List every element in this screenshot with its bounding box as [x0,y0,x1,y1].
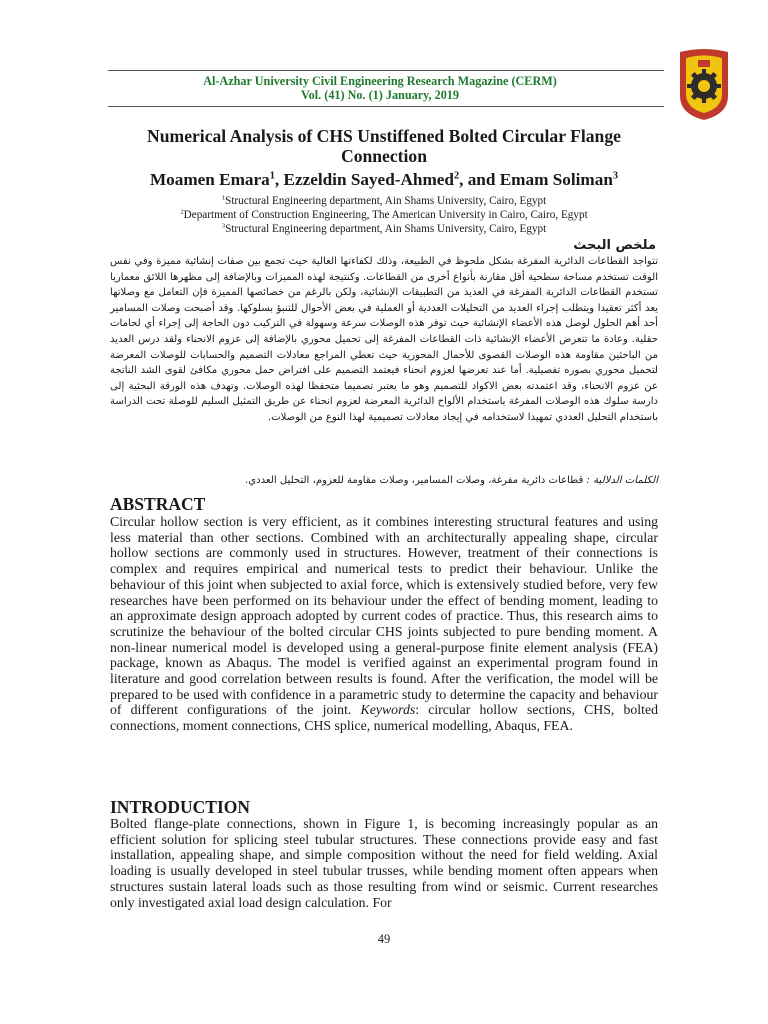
header-rule-top [108,70,664,71]
arabic-keywords-text: قطاعات دائرية مفرغة، وصلات المسامير، وصلات مقاومة للعزوم، التحليل العددي. [245,475,584,486]
affiliation-1 [100,195,668,208]
author-separator: , and [459,170,500,189]
affiliation-text: Department of Construction Engineering, The American University in Cairo, Cairo, Egypt [183,209,588,221]
al-azhar-engineering-logo-icon [676,46,732,122]
affiliation-2 [100,209,668,222]
affiliation-text: Structural Engineering department, Ain Shams University, Cairo, Egypt [225,223,547,235]
page-number: 49 [377,932,391,946]
author-name: Ezzeldin Sayed-Ahmed [283,170,454,189]
affiliation-sup: 3 [221,222,226,230]
author-separator: , [274,170,284,189]
author-name: Moamen Emara [149,170,270,189]
affiliation-3 [100,223,668,236]
introduction-body: Bolted flange-plate connections, shown in Figure 1, is becoming increasingly popular as an efficient solution for splicing steel tubular structures. These connections provide easy and fast installation, appealing shape, and simple composition without the need for field welding. Axial loading is usually developed in steel tubular trusses, while bending moment often appears when structures sustain lateral loads such as those resulting from wind or seismic. Current researches only investigated axial load design calculation. For [110,816,658,910]
abstract-heading: ABSTRACT [110,494,206,514]
journal-volume: Vol. (41) No. (1) January, 2019 [301,88,459,102]
abstract-body [110,514,658,734]
author-list [100,170,668,190]
affiliation-sup: 1 [221,194,226,202]
title-line-1: Numerical Analysis of CHS Unstiffened Bolted Circular Flange [147,126,621,146]
affiliation-sup: 2 [180,208,184,216]
affiliation-text: Structural Engineering department, Ain Shams University, Cairo, Egypt [225,195,547,207]
abstract-text: Circular hollow section is very efficient, as it combines interesting structural features and using less material than other sections. Combined with an architecturally appealing shape, circular hollow sections are commonly used in structures. However, treatment of their connections is complex and requires empirical and numerical tests to predict their behaviour. Unlike the behaviour of this joint when subjected to axial force, which is extensively studied before, very few researches have been performed on its behaviour under the effect of bending moment, leading to an approximate design approach adopted by current codes of practice. Thus, this research aims to scrutinize the behaviour of the bolted circular CHS joints subjected to pure bending moment. A non-linear numerical model is developed using a general-purpose finite element analysis (FEA) package, known as Abaqus. The model is verified against an experimental program found in literature and good correlation between results is found. After the verification, the model will be prepared to be used with confidence in a parametric study to determine the capacity and behaviour of different configurations of the joint. [110,514,658,718]
arabic-abstract-heading: ملخص البحث [573,238,656,253]
journal-name: Al-Azhar University Civil Engineering Research Magazine (CERM) [203,74,557,88]
header-rule-bottom [108,106,664,107]
arabic-keywords-label: الكلمات الدلالية : [586,475,658,486]
arabic-abstract-body: تتواجد القطاعات الدائرية المفرغة بشكل ملحوظ في الطبيعة، وذلك لكفاءتها العالية حيث تجمع بين صفات إنشائية مميزة وفي نفس الوقت تستخدم مساحة سطحية أقل مقارنة بأنواع أخرى من القطاعات. وكنتيجة لهذه المميزات وبالإضافة إلى مظهرها اللائق معماريا تستخدم القطاعات الدائرية المفرغة في العديد من التطبيقات الإنشائية، ولكن بالرغم من خصائصها المميزة فإن التعامل مع وصلاتها يعد أكثر تعقيدا ويتطلب إجراء العديد من التحليلات العددية أو العملية في بعض الأحوال للتنبؤ بسلوكها. وقد أصبحت وصلات المسامير أحد أهم الحلول لوصل هذه الأعضاء الإنشائية حيث توفر هذه الوصلات سرعة وسهولة في التركيب دون الحاجة إلى إجراء أي لحامات حقلية. وعادة ما تتعرض الأعضاء الإنشائية ذات القطاعات المفرغة إلى تحميل محوري بالإضافة إلى عزوم الانحناء ولقد درس العديد من الباحثين مقاومة هذه الوصلات القصوى للأحمال المحورية حيث تعطي المراجع معادلات التصميم والحسابات للوصلات المعرضة لتحميل محوري بصوره تفصيلية. أما عند تعرضها لعزوم انحناء فيعتمد التصميم على افتراض حمل محوري مكافئ لقوى الشد الناتجة عن عزوم الانحناء، وقد اعتمدته بعض الاكواد للتصميم وهو ما يعتبر تصميما متحفظا لهذه الوصلات. وتهدف هذه الورقة البحثية إلى دارسة سلوك هذه الوصلات المفرغة باستخدام الألواح الدائرية المعرضة لعزوم انحناء عن طريق التمثيل السليم للوصلة تحت الدراسة باستخدام التحليل العددي تمهيدا لاستخدامه في إيجاد معادلات تصميمية لهذا النوع من الوصلات. [110,256,658,423]
introduction-heading: INTRODUCTION [110,797,251,817]
author-name: Emam Soliman [499,170,613,189]
author-sup: 3 [612,170,619,182]
arabic-keywords [110,474,658,488]
title-line-2: Connection [340,146,428,166]
author-sup: 2 [453,170,460,182]
author-sup: 1 [269,170,275,182]
paper-title [100,126,668,166]
keywords-text: : circular hollow sections, CHS, bolted connections, moment connections, CHS splice, numerical modelling, Abaqus, FEA. [110,702,659,734]
keywords-label: Keywords [360,702,416,718]
